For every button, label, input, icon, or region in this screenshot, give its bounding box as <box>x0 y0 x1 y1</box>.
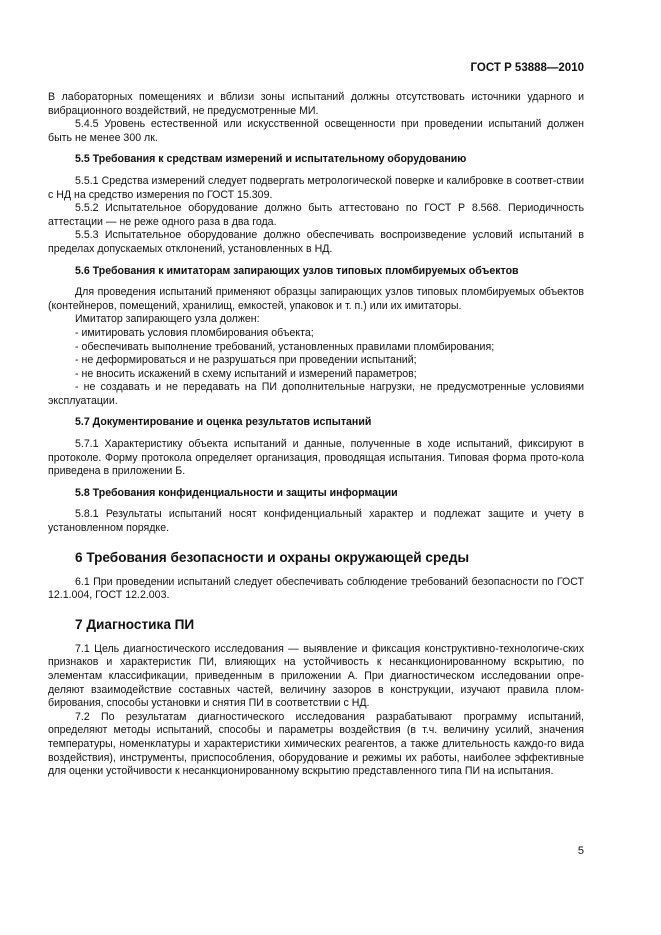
heading-5-6: 5.6 Требования к имитаторам запирающих узлов типовых пломбируемых объектов <box>75 264 519 277</box>
heading-5-5: 5.5 Требования к средствам измерений и испытательному оборудованию <box>75 153 467 166</box>
paragraph-5-5-2: 5.5.2 Испытательное оборудование должно быть аттестовано по ГОСТ Р 8.568. Периодичность аттестации — не реже одного раза в два года. <box>48 202 584 228</box>
heading-5-8: 5.8 Требования конфиденциальности и защиты информации <box>75 486 398 499</box>
list-item: - не создавать и не передавать на ПИ дополнительные нагрузки, не предусмотренные условиями эксплуатации. <box>48 381 584 407</box>
paragraph-5-5-1: 5.5.1 Средства измерений следует подвергать метрологической поверке и калибровке в соответ-ствии с НД на средство измерения по ГОСТ 15.309. <box>48 174 584 201</box>
paragraph-5-5-3: 5.5.3 Испытательное оборудование должно обеспечивать воспроизведение условий испытаний в пределах допускаемых отклонений, установленных в НД. <box>48 229 584 255</box>
paragraph-5-6-b: Имитатор запирающего узла должен: <box>75 313 260 326</box>
list-item: - не деформироваться и не разрушаться при проведении испытаний; <box>75 354 417 367</box>
paragraph-5-6-a: Для проведения испытаний применяют образцы запирающих узлов типовых пломбируемых объектов (контейнеров, помещений, хранилищ, емкостей, упаковок и т. п.) или их имитаторы. <box>48 286 584 312</box>
paragraph-intro: В лабораторных помещениях и вблизи зоны испытаний должны отсутствовать источники ударного и вибрационного воздействий, не предусмотренные МИ. <box>48 91 584 117</box>
list-item: - имитировать условия пломбирования объекта; <box>75 326 314 339</box>
heading-5-7: 5.7 Документирование и оценка результатов испытаний <box>75 416 372 429</box>
paragraph-7-2: 7.2 По результатам диагностического исследования разрабатывают программу испытаний, определяют методы испытаний, способы и параметры воздействия (в т.ч. величину усилий, значения температуры, номенклатуры и характеристики химических реагентов, а также длительность каждо-го вида воздействия), инструменты, приспособления, оборудование и режимы их работы, наиболее эффективные для оценки устойчивости к несанкционированному вскрытию представленного типа ПИ на испытания. <box>48 710 584 778</box>
list-item: - не вносить искажений в схему испытаний и измерений параметров; <box>75 367 417 380</box>
paragraph-6-1: 6.1 При проведении испытаний следует обеспечивать соблюдение требований безопасности по ГОСТ 12.1.004, ГОСТ 12.2.003. <box>48 575 584 602</box>
paragraph-5-7-1: 5.7.1 Характеристику объекта испытаний и данные, полученные в ходе испытаний, фиксируют в протоколе. Форму протокола определяет организация, проводящая испытания. Типовая форма прото-кола приведена в приложении Б. <box>48 438 584 478</box>
page-body <box>48 91 584 779</box>
document-code-header: ГОСТ Р 53888—2010 <box>470 62 584 74</box>
paragraph-5-4-5: 5.4.5 Уровень естественной или искусственной освещенности при проведении испытаний должен быть не менее 300 лк. <box>48 118 584 144</box>
paragraph-5-8-1: 5.8.1 Результаты испытаний носят конфиденциальный характер и подлежат защите и учету в установленном порядке. <box>48 508 584 535</box>
list-item: - обеспечивать выполнение требований, установленных правилами пломбирования; <box>75 340 495 353</box>
page-number: 5 <box>577 845 584 857</box>
heading-section-7: 7 Диагностика ПИ <box>75 616 195 632</box>
paragraph-7-1: 7.1 Цель диагностического исследования — выявление и фиксация конструктивно-технологиче-ских признаков и характеристик ПИ, влияющих на устойчивость к несанкционированному вскрытию, по элементам классификации, приведенным в приложении А. При диагностическом исследовании опре-деляют взаимодействие составных частей, величину зазоров в конструкции, изучают правила плом-бирования, способы установки и снятия ПИ в соответствии с НД. <box>48 642 584 710</box>
heading-section-6: 6 Требования безопасности и охраны окружающей среды <box>75 549 470 565</box>
